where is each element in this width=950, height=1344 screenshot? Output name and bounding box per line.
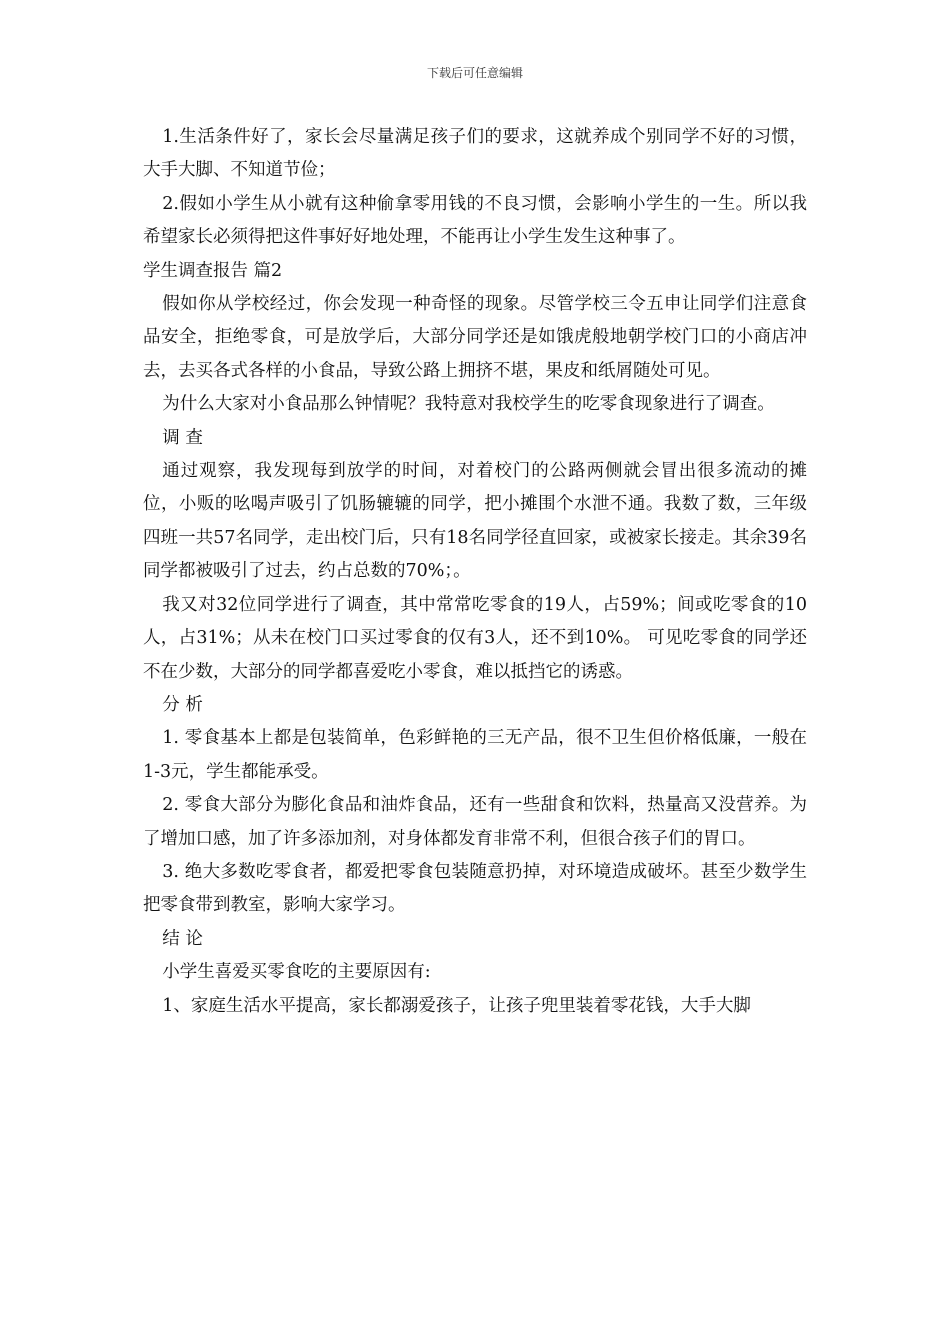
paragraph: 3. 绝大多数吃零食者，都爱把零食包装随意扔掉，对环境造成破坏。甚至少数学生把零食带到教室，影响大家学习。 — [143, 861, 807, 916]
paragraph: 1. 零食基本上都是包装简单，色彩鲜艳的三无产品，很不卫生但价格低廉，一般在1-3元，学生都能承受。 — [143, 728, 807, 782]
subheading-survey: 调 查 — [162, 427, 203, 448]
paragraph: 1、家庭生活水平提高，家长都溺爱孩子，让孩子兜里装着零花钱，大手大脚 — [162, 995, 751, 1016]
paragraph: 我又对32位同学进行了调查，其中常常吃零食的19人，占59%；间或吃零食的10人，占31%；从未在校门口买过零食的仅有3人，还不到10%。 可见吃零食的同学还不在少数，大部分的同学都喜爱吃小零食，难以抵挡它的诱惑。 — [143, 594, 807, 682]
paragraph: 通过观察，我发现每到放学的时间，对着校门的公路两侧就会冒出很多流动的摊位，小贩的吆喝声吸引了饥肠辘辘的同学，把小摊围个水泄不通。我数了数，三年级四班一共57名同学，走出校门后，只有18名同学径直回家，或被家长接走。其余39名同学都被吸引了过去，约占总数的70%；。 — [143, 461, 807, 582]
section-heading: 学生调查报告 篇2 — [143, 260, 283, 281]
paragraph: 假如你从学校经过，你会发现一种奇怪的现象。尽管学校三令五申让同学们注意食品安全，拒绝零食，可是放学后，大部分同学还是如饿虎般地朝学校门口的小商店冲去，去买各式各样的小食品，导致公路上拥挤不堪，果皮和纸屑随处可见。 — [143, 294, 807, 381]
subheading-analysis: 分 析 — [162, 694, 203, 715]
paragraph: 小学生喜爱买零食吃的主要原因有: — [162, 962, 431, 983]
page-header: 下载后可任意编辑 — [426, 66, 523, 80]
document-body — [143, 121, 807, 1023]
paragraph: 1.生活条件好了，家长会尽量满足孩子们的要求，这就养成个别同学不好的习惯，大手大脚、不知道节俭； — [143, 127, 807, 181]
paragraph: 2.假如小学生从小就有这种偷拿零用钱的不良习惯，会影响小学生的一生。所以我希望家长必须得把这件事好好地处理，不能再让小学生发生这种事了。 — [143, 193, 807, 248]
subheading-conclusion: 结 论 — [162, 928, 203, 949]
paragraph: 为什么大家对小食品那么钟情呢？我特意对我校学生的吃零食现象进行了调查。 — [162, 394, 775, 415]
paragraph: 2. 零食大部分为膨化食品和油炸食品，还有一些甜食和饮料，热量高又没营养。为了增加口感，加了许多添加剂，对身体都发育非常不利，但很合孩子们的胃口。 — [143, 795, 807, 849]
